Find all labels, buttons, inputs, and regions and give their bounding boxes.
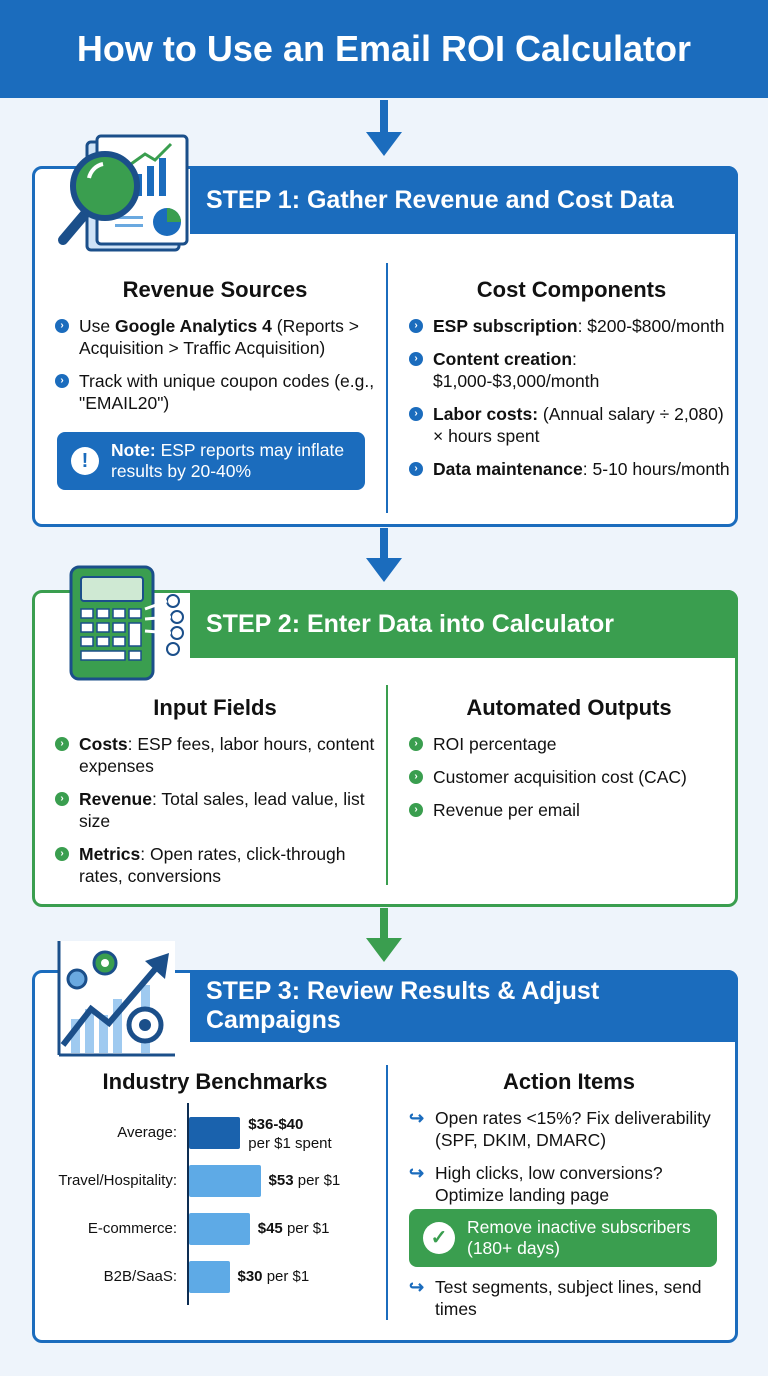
benchmark-row bbox=[35, 1165, 375, 1197]
industry-benchmarks-heading: Industry Benchmarks bbox=[102, 1069, 328, 1094]
arrow-right-icon: ↪ bbox=[409, 1163, 425, 1183]
exclamation-icon: ! bbox=[71, 447, 99, 475]
list-item: › Content creation: $1,000-$3,000/month bbox=[409, 348, 734, 392]
benchmark-label: E-commerce: bbox=[87, 1220, 177, 1237]
automated-outputs-column bbox=[409, 695, 729, 832]
note-callout: ! Note: ESP reports may inflate results by 20-40% bbox=[57, 432, 365, 490]
benchmark-row bbox=[35, 1261, 375, 1293]
list-item: › ROI percentage bbox=[409, 733, 729, 755]
list-item: › Track with unique coupon codes (e.g., "EMAIL20") bbox=[55, 370, 375, 414]
chevron-icon: › bbox=[409, 803, 423, 817]
calculator-icon bbox=[69, 565, 189, 683]
input-fields-column bbox=[55, 695, 375, 898]
checkmark-icon: ✓ bbox=[423, 1222, 455, 1254]
benchmark-value: $53 per $1 bbox=[268, 1172, 341, 1189]
list-item: › Customer acquisition cost (CAC) bbox=[409, 766, 729, 788]
benchmark-bar bbox=[189, 1261, 230, 1293]
benchmark-bar bbox=[189, 1213, 250, 1245]
list-item: › Revenue per email bbox=[409, 799, 729, 821]
benchmark-row bbox=[35, 1116, 375, 1152]
step-2-title: STEP 2: Enter Data into Calculator bbox=[190, 590, 738, 658]
benchmark-label: Average: bbox=[117, 1124, 177, 1141]
industry-benchmarks-column bbox=[55, 1069, 375, 1107]
highlight-action-callout: ✓ Remove inactive subscribers (180+ days) bbox=[409, 1209, 717, 1267]
chevron-icon: › bbox=[55, 792, 69, 806]
chevron-icon: › bbox=[409, 770, 423, 784]
list-item: › Costs: ESP fees, labor hours, content expenses bbox=[55, 733, 375, 777]
benchmark-row bbox=[35, 1213, 375, 1245]
chevron-icon: › bbox=[409, 737, 423, 751]
benchmark-bar bbox=[189, 1165, 261, 1197]
chevron-icon: › bbox=[409, 462, 423, 476]
list-item: › Revenue: Total sales, lead value, list size bbox=[55, 788, 375, 832]
cost-components-column bbox=[409, 277, 734, 491]
list-item: › Metrics: Open rates, click-through rates, conversions bbox=[55, 843, 375, 887]
input-fields-heading: Input Fields bbox=[153, 695, 277, 720]
chevron-icon: › bbox=[409, 407, 423, 421]
page-title: How to Use an Email ROI Calculator bbox=[76, 28, 692, 69]
step-1-card bbox=[32, 166, 738, 527]
list-item: › ESP subscription: $200-$800/month bbox=[409, 315, 734, 337]
step-1-title: STEP 1: Gather Revenue and Cost Data bbox=[190, 166, 738, 234]
list-item: ↪ High clicks, low conversions? Optimize landing page bbox=[409, 1163, 663, 1205]
benchmarks-chart bbox=[35, 1103, 385, 1308]
down-arrow-icon bbox=[366, 908, 402, 964]
arrow-right-icon: ↪ bbox=[409, 1277, 425, 1297]
action-items-heading: Action Items bbox=[502, 1069, 636, 1094]
benchmark-value: $45 per $1 bbox=[257, 1220, 330, 1237]
header-banner bbox=[0, 0, 768, 98]
chevron-icon: › bbox=[55, 737, 69, 751]
revenue-sources-heading: Revenue Sources bbox=[122, 277, 308, 302]
chevron-icon: › bbox=[409, 319, 423, 333]
list-item: › Data maintenance: 5-10 hours/month bbox=[409, 458, 734, 480]
cost-components-heading: Cost Components bbox=[476, 277, 667, 302]
step-2-card bbox=[32, 590, 738, 907]
arrow-right-icon: ↪ bbox=[409, 1108, 425, 1128]
step-3-card bbox=[32, 970, 738, 1343]
growth-chart-gears-icon bbox=[57, 939, 177, 1057]
list-item: ↪ Test segments, subject lines, send times bbox=[409, 1277, 702, 1319]
chevron-icon: › bbox=[55, 374, 69, 388]
down-arrow-icon bbox=[366, 528, 402, 584]
list-item: › Use Google Analytics 4 (Reports > Acquisition > Traffic Acquisition) bbox=[55, 315, 375, 359]
action-items-column bbox=[409, 1069, 729, 1217]
revenue-sources-column bbox=[55, 277, 375, 425]
magnifier-report-icon bbox=[55, 134, 195, 254]
benchmark-label: Travel/Hospitality: bbox=[58, 1172, 177, 1189]
down-arrow-icon bbox=[366, 100, 402, 158]
benchmark-bar bbox=[189, 1117, 240, 1149]
chevron-icon: › bbox=[409, 352, 423, 366]
automated-outputs-heading: Automated Outputs bbox=[466, 695, 672, 720]
chevron-icon: › bbox=[55, 847, 69, 861]
step-3-title: STEP 3: Review Results & Adjust Campaigns bbox=[190, 970, 738, 1042]
chevron-icon: › bbox=[55, 319, 69, 333]
list-item: › Labor costs: (Annual salary ÷ 2,080) × hours spent bbox=[409, 403, 734, 447]
benchmark-value: $36-$40 per $1 spent bbox=[248, 1116, 332, 1152]
benchmark-value: $30 per $1 bbox=[237, 1268, 310, 1285]
benchmark-label: B2B/SaaS: bbox=[103, 1268, 177, 1285]
list-item: ↪ Open rates <15%? Fix deliverability (SPF, DKIM, DMARC) bbox=[409, 1108, 711, 1150]
